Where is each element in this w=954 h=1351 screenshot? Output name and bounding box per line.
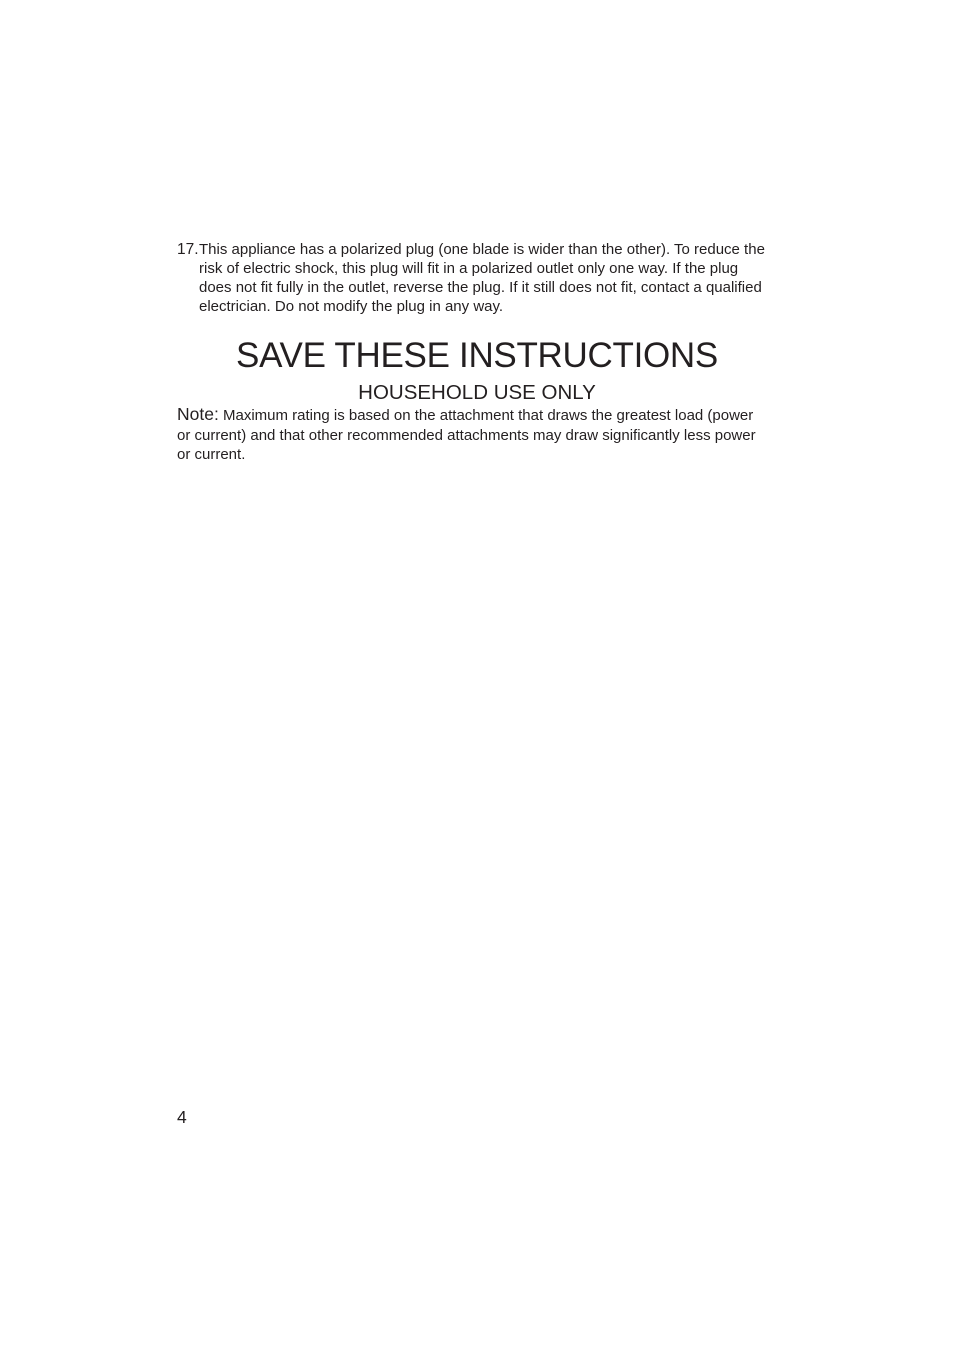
note-label: Note:: [177, 404, 219, 424]
page-number: 4: [177, 1107, 187, 1127]
instruction-item-17: [177, 240, 767, 316]
note-text: Maximum rating is based on the attachment that draws the greatest load (power or current) and that other recommended attachments may draw significantly less power or current.: [177, 407, 756, 463]
page-subtitle: HOUSEHOLD USE ONLY: [358, 381, 596, 404]
item-text: This appliance has a polarized plug (one blade is wider than the other). To reduce the risk of electric shock, this plug will fit in a polarized outlet only one way. If the plug does not fit fully in the outlet, reverse the plug. If it still does not fit, contact a qualified electrician. Do not modify the plug in any way.: [199, 241, 765, 315]
page-title: SAVE THESE INSTRUCTIONS: [236, 336, 718, 375]
item-number: 17.: [177, 241, 199, 258]
note-paragraph: [177, 405, 767, 465]
